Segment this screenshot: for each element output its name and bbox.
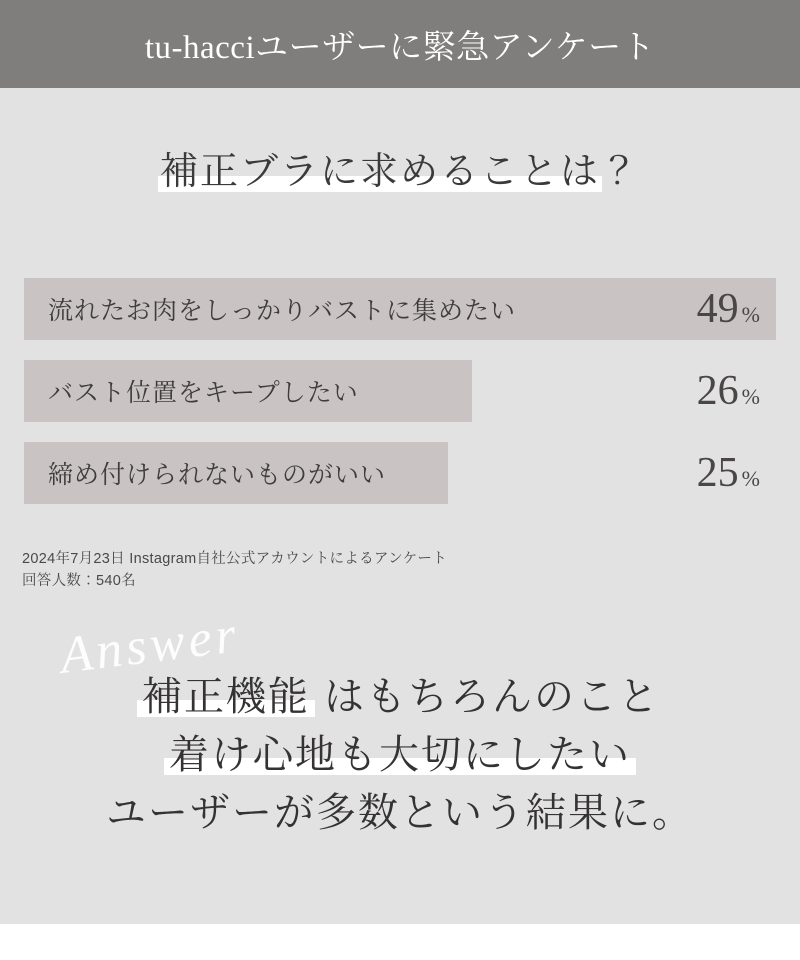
bar-value-number: 49 (696, 286, 739, 332)
conclusion-line-1 (0, 668, 800, 726)
bar-value-unit: % (741, 384, 760, 409)
bar-value-group (697, 278, 760, 340)
bar-value-unit: % (741, 466, 760, 491)
bar-fill (24, 360, 472, 422)
bar-category-label: バスト位置をキープしたい (48, 380, 359, 407)
survey-source-note: 2024年7月23日 Instagram自社公式アカウントによるアンケート (22, 551, 448, 567)
bottom-white-strip (0, 924, 800, 960)
conclusion-line-3: ユーザーが多数という結果に。 (106, 790, 694, 835)
survey-respondents-note: 回答人数：540名 (22, 573, 136, 590)
survey-footnotes (22, 548, 447, 593)
answer-script-word: Answer (57, 606, 243, 685)
survey-bar-chart (0, 278, 800, 524)
question-wrapper (0, 150, 800, 196)
conclusion-highlight-2: 着け心地も大切にしたい (169, 732, 631, 777)
chart-bar-row (0, 442, 800, 504)
conclusion-line-2 (0, 726, 800, 784)
question-text: 補正ブラに求めることは (159, 151, 600, 193)
chart-bar-row (0, 278, 800, 340)
question-mark: ？ (600, 151, 641, 193)
bar-value-number: 25 (696, 450, 739, 496)
conclusion-highlight-1: 補正機能 (142, 674, 310, 719)
bar-value-unit: % (741, 302, 760, 327)
bar-category-label: 流れたお肉をしっかりバストに集めたい (48, 298, 517, 325)
chart-bar-row (0, 360, 800, 422)
question-heading (156, 150, 644, 196)
bar-value-number: 26 (696, 368, 739, 414)
conclusion-block (0, 668, 800, 842)
bar-value-group (697, 360, 760, 422)
bar-value-group (697, 442, 760, 504)
main-content-area (0, 88, 800, 960)
bar-category-label: 締め付けられないものがいい (48, 462, 387, 489)
page-title: tu-hacciユーザーに緊急アンケート (144, 29, 656, 66)
bar-fill (24, 442, 448, 504)
header-band (0, 0, 800, 88)
bar-fill (24, 278, 776, 340)
conclusion-rest-1: はもちろんのこと (312, 674, 660, 719)
